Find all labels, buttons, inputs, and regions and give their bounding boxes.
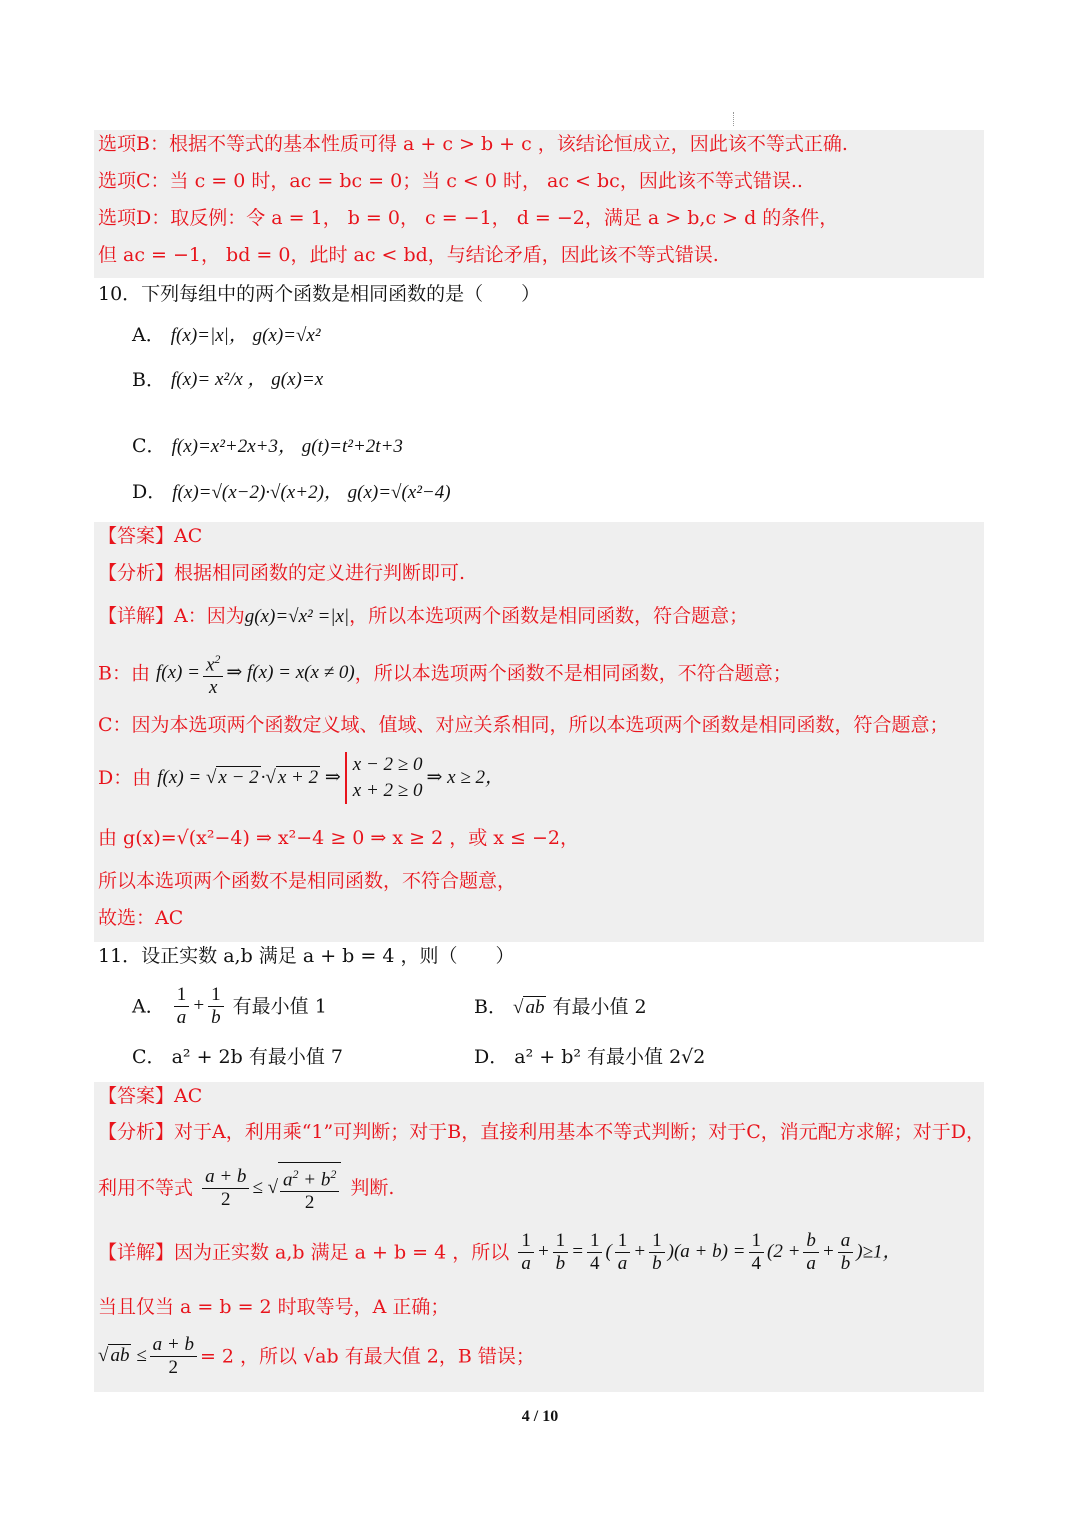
q11-option-c-text: a² + 2b 有最小值 7 (171, 1046, 343, 1068)
q11-stem: 11．设正实数 a,b 满足 a + b = 4 ，则（ ） (98, 945, 515, 967)
q10-option-c (132, 434, 403, 459)
q11-analysis-ineq: $\frac{a + b}{2}$ ≤ √ $\frac{a^2 + b^2}{2}$ (199, 1177, 344, 1198)
q11-analysis: 【分析】对于A，利用乘“1”可判断；对于B，直接利用基本不等式判断；对于C，消元配方求解；对于D， (98, 1121, 985, 1143)
q10-detail-d-system-2: x + 2 ≥ 0 (352, 780, 423, 801)
q10-stem: 10．下列每组中的两个函数是相同函数的是（ ） (98, 283, 541, 305)
q10-option-a (132, 323, 321, 348)
q11-option-d-text: a² + b² 有最小值 2√2 (514, 1046, 706, 1068)
q10-detail-d2: 由 g(x)=√(x²−4) ⇒ x²−4 ≥ 0 ⇒ x ≥ 2 ，或 x ≤ −2， (98, 827, 579, 849)
q11-answer: 【答案】AC (98, 1085, 203, 1107)
q10-detail-d-pre: D：由 (98, 767, 152, 789)
q11-option-b-text: 有最小值 2 (552, 996, 647, 1018)
q11-analysis-cont (98, 1162, 394, 1214)
q11-detail-b-post: = 2 ，所以 √ab 有最大值 2，B 错误； (199, 1345, 535, 1368)
q10-option-a-label: A． (132, 324, 165, 346)
q10-detail-c: C：因为本选项两个函数定义域、值域、对应关系相同，所以本选项两个函数是相同函数，符合题意； (98, 714, 949, 736)
q10-detail-d-system-1: x − 2 ≥ 0 (352, 754, 423, 775)
q10-option-b-math: f(x)= x²/x ， g(x)=x (171, 369, 324, 390)
q11-option-d-label: D． (474, 1046, 509, 1068)
q10-option-b-label: B． (132, 369, 165, 391)
prev-option-c: 选项C：当 c = 0 时，ac = bc = 0；当 c < 0 时， ac < bc，因此该不等式错误.. (98, 170, 803, 192)
q11-option-b (474, 995, 647, 1020)
q11-detail (98, 1230, 902, 1275)
q11-option-a-text: 有最小值 1 (232, 995, 327, 1018)
q10-detail-d-post: ⇒ x ≥ 2， (426, 767, 505, 788)
q10-detail-a-math: g(x)=√x² =|x| (244, 606, 350, 627)
q11-detail-b-math: √ ab ≤ $\frac{a + b}{2}$ (98, 1345, 200, 1366)
q11-option-c-label: C． (132, 1046, 166, 1068)
q11-option-c (132, 1045, 343, 1069)
prev-explanation-block (94, 130, 984, 278)
q11-option-a-label: A． (132, 995, 165, 1018)
q10-detail-b-post: ，所以本选项两个函数不是相同函数，不符合题意； (354, 662, 792, 685)
q11-option-d (474, 1045, 705, 1069)
q11-option-b-math: √ ab (513, 997, 545, 1018)
q10-option-a-math: f(x)=|x|， g(x)=√x² (170, 325, 321, 346)
prev-option-b: 选项B：根据不等式的基本性质可得 a + c > b + c ，该结论恒成立，因此该不等式正确. (98, 133, 848, 155)
q11-option-a (132, 984, 327, 1029)
q10-detail-a-pre: 【详解】A：因为 (98, 605, 245, 627)
q10-option-d-math: f(x)=√(x−2)·√(x+2)， g(x)=√(x²−4) (172, 482, 451, 503)
q10-detail-a-post: ，所以本选项两个函数是相同函数，符合题意； (349, 605, 749, 627)
q10-detail-b-pre: B：由 (98, 662, 150, 685)
q10-solution-block (94, 522, 984, 942)
q11-analysis-cont-post: 判断. (350, 1177, 395, 1200)
q10-conclusion: 所以本选项两个函数不是相同函数，不符合题意， (98, 870, 517, 892)
q10-option-c-label: C． (132, 435, 166, 457)
q11-option-b-label: B． (474, 996, 507, 1018)
q11-equality: 当且仅当 a = b = 2 时取等号，A 正确； (98, 1296, 450, 1318)
prev-option-d-cont: 但 ac = −1， bd = 0，此时 ac < bd，与结论矛盾，因此该不等式错误. (98, 244, 719, 266)
page-number: 4 / 10 (521, 1408, 559, 1425)
header-mark (733, 112, 735, 126)
q10-detail-b (98, 648, 792, 699)
q11-option-a-math: $\frac{1}{a}$ + $\frac{1}{b}$ (171, 995, 227, 1016)
q10-detail-b-math: f(x) = $\frac{x^2}{x}$ ⇒ f(x) = x(x ≠ 0) (156, 662, 355, 683)
q11-analysis-cont-pre: 利用不等式 (98, 1177, 194, 1200)
prev-option-d: 选项D：取反例：令 a = 1， b = 0， c = −1， d = −2，满足 a > b,c > d 的条件， (98, 207, 839, 229)
q11-solution-block (94, 1082, 984, 1392)
q10-detail-d (98, 752, 504, 804)
q10-detail-d-system (345, 752, 423, 804)
q10-option-c-math: f(x)=x²+2x+3， g(t)=t²+2t+3 (171, 436, 403, 457)
q11-detail-pre: 【详解】因为正实数 a,b 满足 a + b = 4 ，所以 (98, 1241, 510, 1264)
q10-option-d-label: D． (132, 481, 167, 503)
q10-answer: 【答案】AC (98, 525, 203, 547)
q10-analysis: 【分析】根据相同函数的定义进行判断即可. (98, 562, 466, 584)
q11-detail-math: $\frac{1}{a}$ + $\frac{1}{b}$ = $\frac{1}{4}$ ( $\frac{1}{a}$ + $\frac{1}{b}$ )(a + b) = $\frac{1}{4}$ (2 + $\frac{b}{a}$ + $\frac{a}{b}$ ) (515, 1241, 862, 1262)
q10-detail-d-math: f(x) = √ x − 2 ·√ x + 2 ⇒ (157, 767, 341, 788)
q10-detail-a (98, 604, 748, 629)
q10-option-d (132, 480, 451, 505)
q11-detail-b (98, 1334, 535, 1379)
q10-choice: 故选：AC (98, 907, 184, 929)
q10-option-b (132, 368, 323, 391)
q11-detail-post: ≥1， (862, 1241, 902, 1263)
